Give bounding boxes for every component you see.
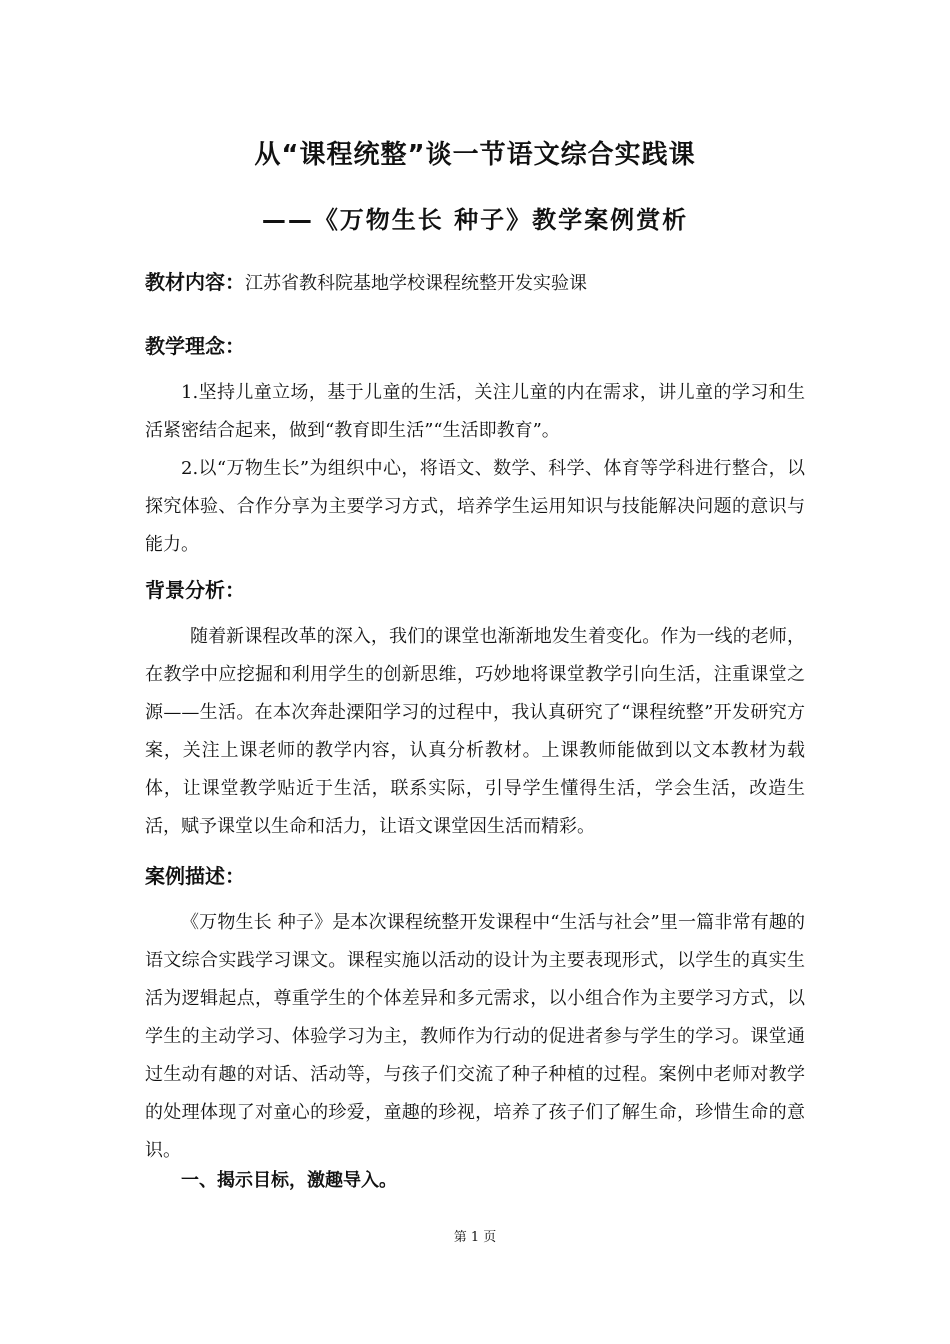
philosophy-heading: 教学理念： bbox=[145, 334, 245, 358]
case-heading: 案例描述： bbox=[145, 864, 245, 888]
case-step-1-heading: 一、揭示目标，激趣导入。 bbox=[181, 1170, 397, 1191]
case-paragraph: 《万物生长 种子》是本次课程统整开发课程中“生活与社会”里一篇非常有趣的语文综合实践学习课文。课程实施以活动的设计为主要表现形式，以学生的真实生活为逻辑起点，尊重学生的个体差异和多元需求，以小组合作为主要学习方式，以学生的主动学习、体验学习为主，教师作为行动的促进者参与学生的学习。课堂通过生动有趣的对话、活动等，与孩子们交流了种子种植的过程。案例中老师对教学的处理体现了对童心的珍爱，童趣的珍视，培养了孩子们了解生命，珍惜生命的意识。 bbox=[145, 912, 805, 1161]
material-section bbox=[145, 266, 587, 295]
page-number: 第 1 页 bbox=[453, 1230, 497, 1245]
background-heading: 背景分析： bbox=[145, 578, 245, 602]
philosophy-point-2: 2.以“万物生长”为组织中心，将语文、数学、科学、体育等学科进行整合，以探究体验、合作分享为主要学习方式，培养学生运用知识与技能解决问题的意识与能力。 bbox=[145, 458, 805, 555]
background-paragraph: 随着新课程改革的深入，我们的课堂也渐渐地发生着变化。作为一线的老师，在教学中应挖掘和利用学生的创新思维，巧妙地将课堂教学引向生活，注重课堂之源——生活。在本次奔赴溧阳学习的过程中，我认真研究了“课程统整”开发研究方案，关注上课老师的教学内容，认真分析教材。上课教师能做到以文本教材为载体，让课堂教学贴近于生活，联系实际，引导学生懂得生活，学会生活，改造生活，赋予课堂以生命和活力，让语文课堂因生活而精彩。 bbox=[145, 626, 805, 837]
document-title: 从“课程统整”谈一节语文综合实践课 bbox=[254, 140, 696, 170]
philosophy-point-1: 1.坚持儿童立场，基于儿童的生活，关注儿童的内在需求，讲儿童的学习和生活紧密结合起来，做到“教育即生活”“生活即教育”。 bbox=[145, 382, 805, 441]
material-label: 教材内容： bbox=[145, 270, 245, 294]
document-subtitle: ——《万物生长 种子》教学案例赏析 bbox=[261, 206, 689, 234]
material-text: 江苏省教科院基地学校课程统整开发实验课 bbox=[245, 273, 587, 294]
